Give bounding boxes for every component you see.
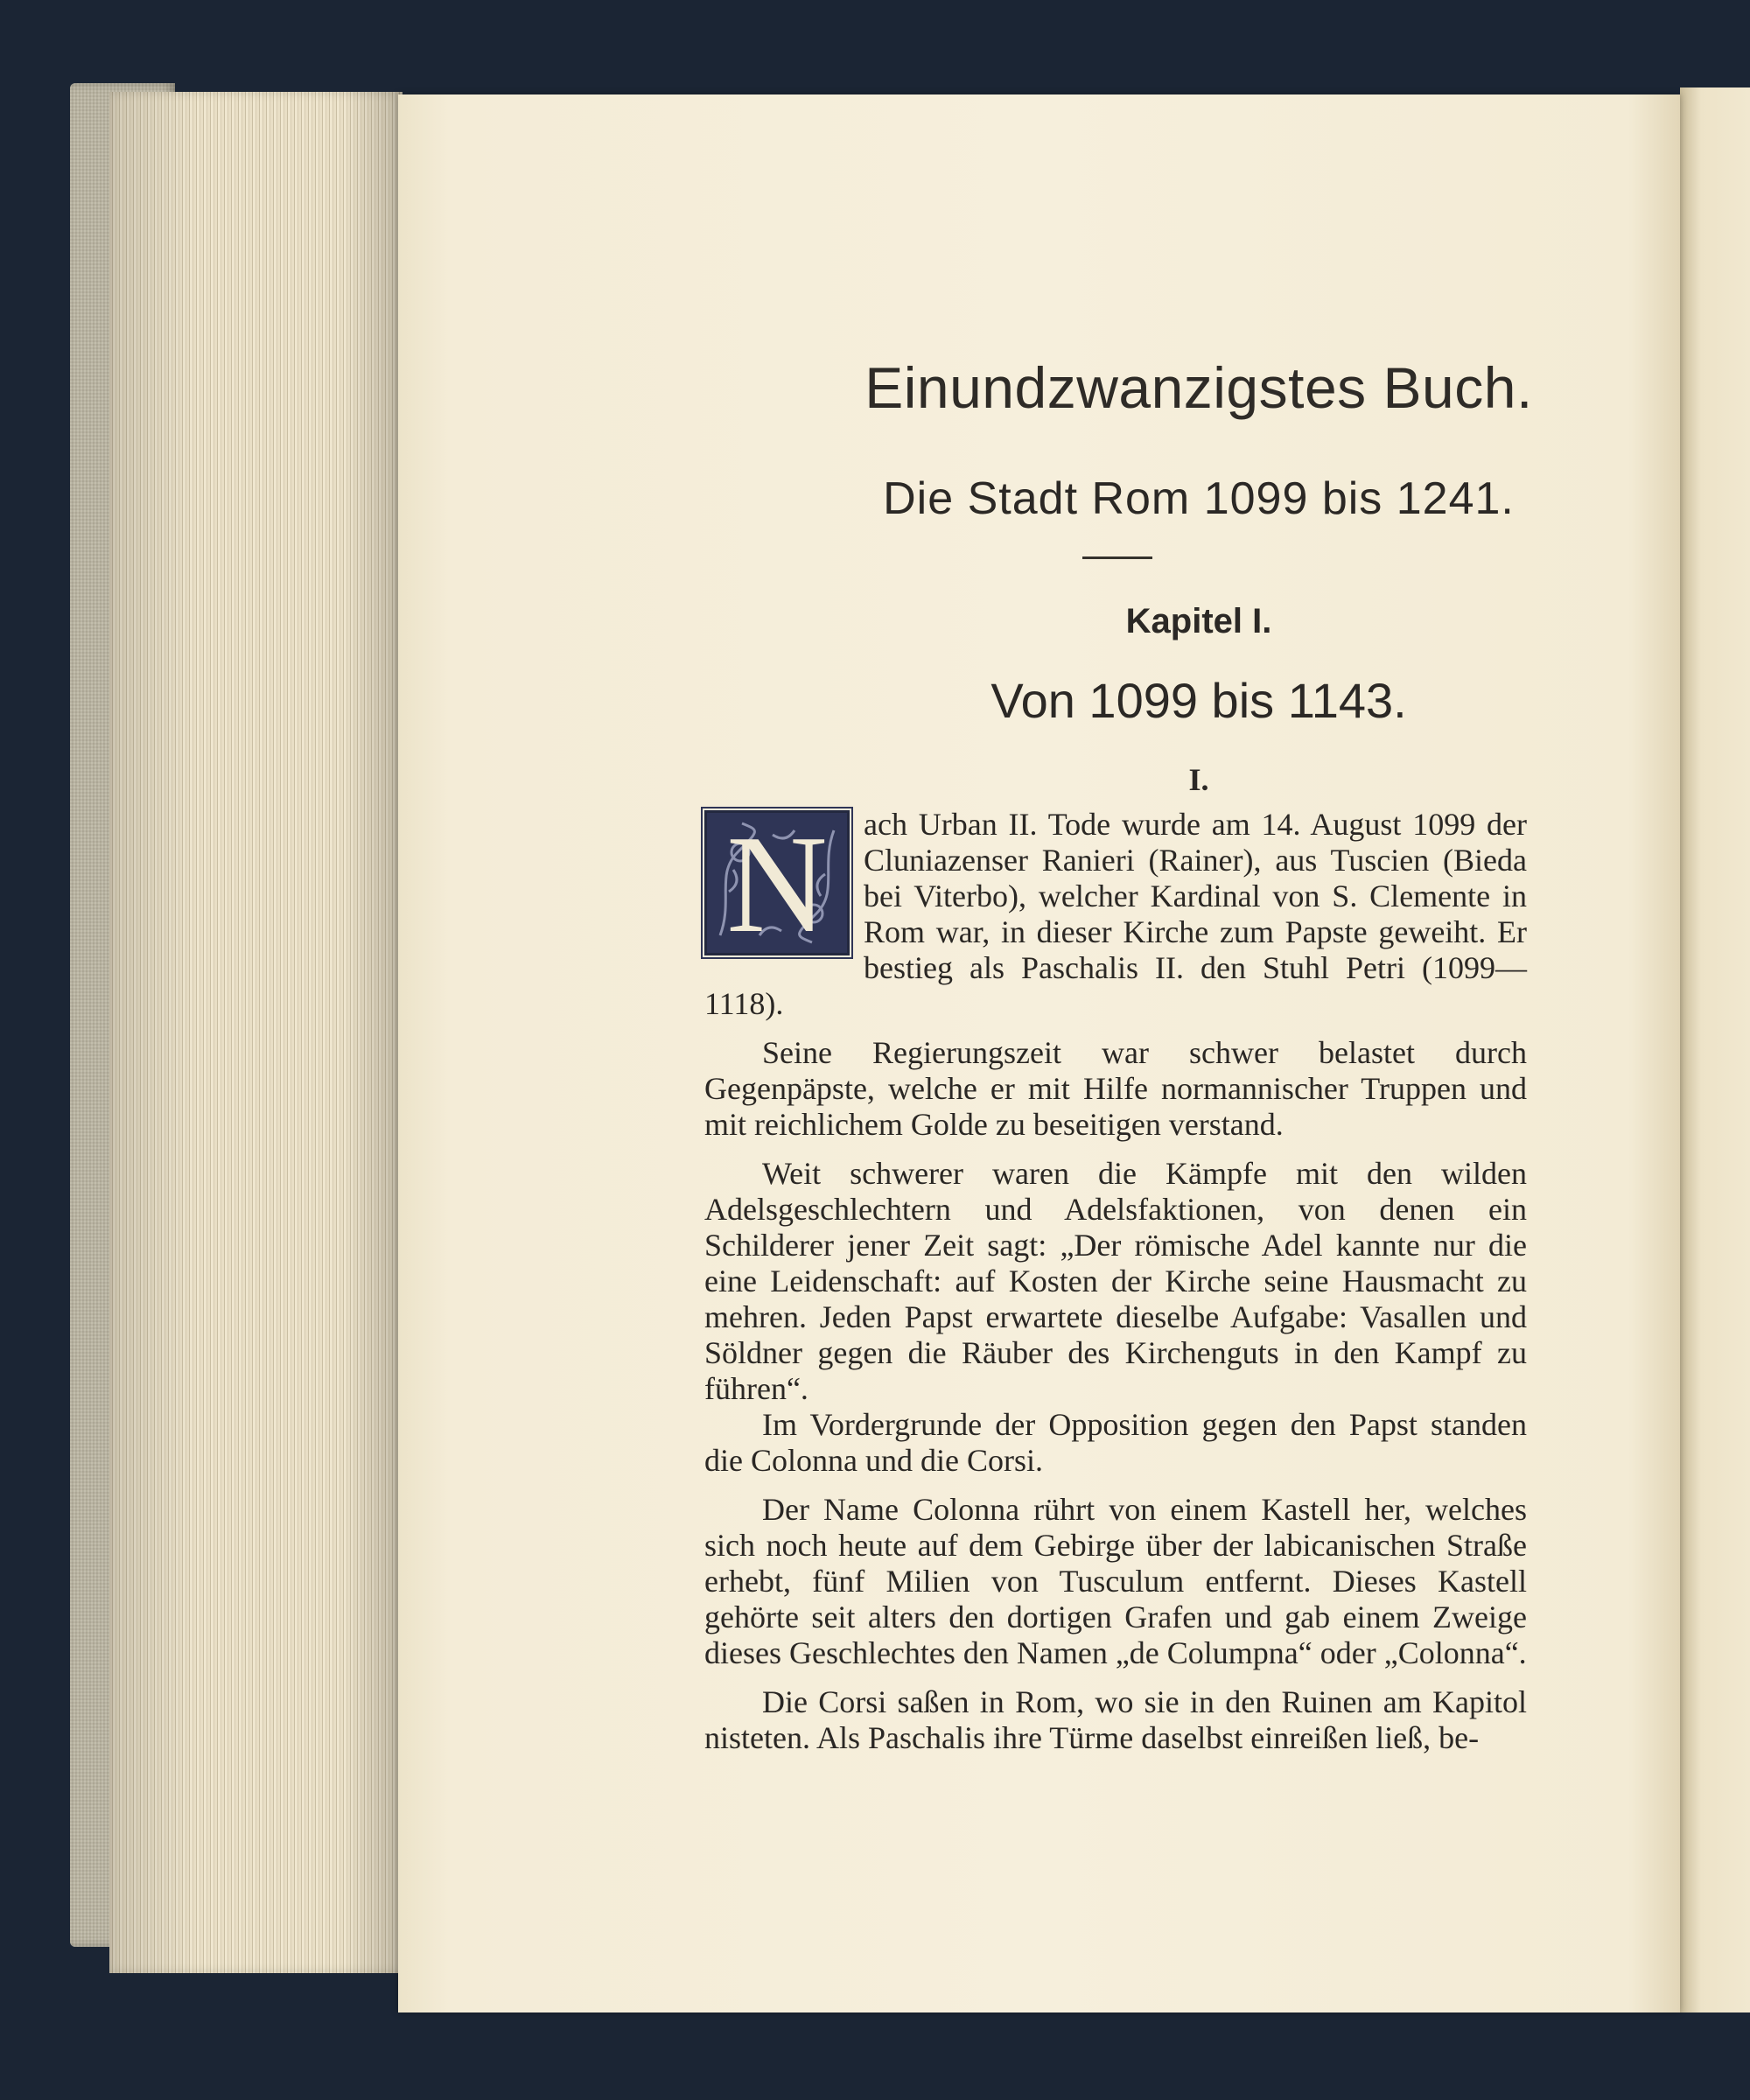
paragraph-1-text: ach Urban II. Tode wurde am 14. August 1099 der Cluniazenser Ranieri (Rainer), aus Tuscien (Bieda bei Viterbo), welcher Kardinal von S. Clemente in Rom war, in dieser Kirche zum Papste geweiht. Er bestieg als Paschalis II. den Stuhl Petri (1099—1118).	[704, 807, 1527, 1021]
paragraph-3: Weit schwerer waren die Kämpfe mit den wilden Adelsgeschlechtern und Adelsfaktionen, von denen ein Schilderer jener Zeit sagt: „Der römische Adel kannte nur die eine Leidenschaft: auf Kosten der Kirche seine Hausmacht zu mehren. Jeden Papst erwartete dieselbe Aufgabe: Vasallen und Söldner gegen die Räuber des Kirchenguts in den Kampf zu führen“.	[704, 1156, 1527, 1406]
part-title: Die Stadt Rom 1099 bis 1241.	[883, 473, 1515, 524]
paragraph-4: Im Vordergrunde der Opposition gegen den Papst standen die Colonna und die Corsi.	[704, 1407, 1527, 1478]
chapter-label: Kapitel I.	[1125, 602, 1272, 640]
paragraph-6: Die Corsi saßen in Rom, wo sie in den Ruinen am Kapitol nisteten. Als Paschalis ihre Türme daselbst einreißen ließ, be-	[704, 1684, 1527, 1755]
body-text	[704, 807, 1527, 1769]
paragraph-5: Der Name Colonna rührt von einem Kastell her, welches sich noch heute auf dem Gebirge über der labicanischen Straße erhebt, fünf Milien von Tusculum entfernt. Dieses Kastell gehörte seit alters den dortigen Grafen und gab einem Zweige dieses Geschlechtes den Namen „de Columpna“ oder „Colonna“.	[704, 1492, 1527, 1670]
chapter-title: Von 1099 bis 1143.	[990, 673, 1407, 728]
title-divider	[1082, 556, 1152, 559]
paragraph-1	[704, 807, 1527, 1022]
paragraph-2: Seine Regierungszeit war schwer belastet durch Gegenpäpste, welche er mit Hilfe normannischer Truppen und mit reichlichem Golde zu beseitigen verstand.	[704, 1035, 1527, 1142]
book-title: Einundzwanzigstes Buch.	[864, 355, 1533, 420]
page-edges	[109, 92, 402, 1973]
drop-cap-ornament-icon	[704, 806, 850, 962]
section-number: I.	[1188, 762, 1209, 797]
drop-cap-letter: N	[726, 806, 828, 962]
